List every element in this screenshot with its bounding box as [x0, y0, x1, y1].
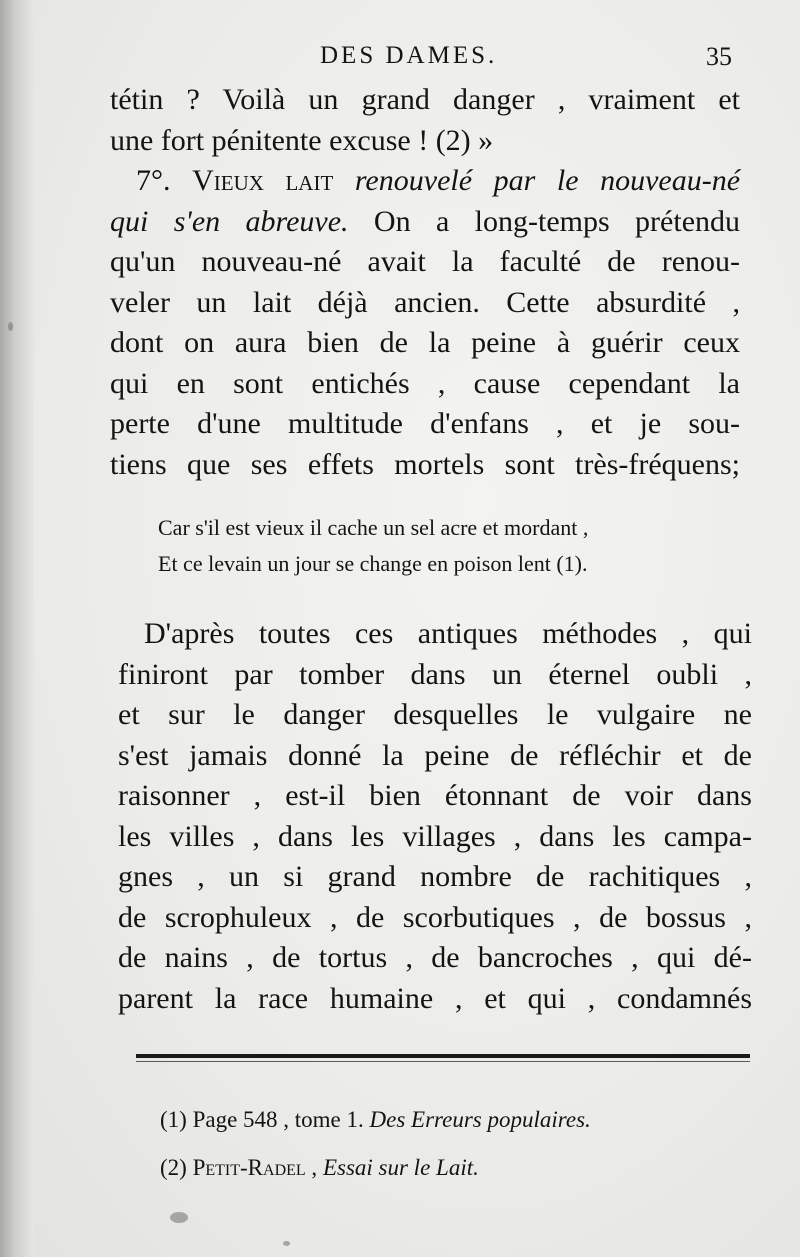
- text-line: tétin ? Voilà un grand danger , vraiment et: [110, 83, 740, 116]
- footnote-number: (2): [160, 1155, 187, 1180]
- text-line: qui en sont entichés , cause cependant la: [110, 366, 740, 400]
- text-line: qu'un nouveau-né avait la faculté de renou-: [110, 245, 740, 278]
- footnote-title: Des Erreurs populaires.: [369, 1107, 591, 1132]
- text-line: perte d'une multitude d'enfans , et je sou-: [110, 407, 740, 440]
- footnote-author: Petit-Radel ,: [192, 1155, 318, 1180]
- text-line: s'est jamais donné la peine de réfléchir et de: [118, 738, 752, 772]
- footnote-text: (1) Page 548 , tome 1.: [160, 1107, 364, 1132]
- page-number: 35: [706, 42, 732, 71]
- footnote-title: Essai sur le Lait.: [322, 1155, 479, 1180]
- footnote-rule: [136, 1054, 750, 1058]
- verse-quotation: [158, 510, 588, 582]
- text-line: D'après toutes ces antiques méthodes , qui: [144, 617, 752, 650]
- item-number: 7°.: [136, 164, 171, 197]
- text-line: finiront par tomber dans un éternel oubli ,: [118, 657, 752, 691]
- paper-speck: [8, 322, 13, 331]
- verse-line: Et ce levain un jour se change en poison lent (1).: [158, 551, 588, 576]
- running-head: DES DAMES.: [320, 42, 498, 69]
- paper-speck: [170, 1212, 188, 1223]
- text-line: parent la race humaine , et qui , condamnés: [118, 981, 752, 1015]
- text-line: veler un lait déjà ancien. Cette absurdité ,: [110, 285, 740, 319]
- text-line: de scrophuleux , de scorbutiques , de bossus ,: [118, 900, 752, 934]
- text-line: [110, 161, 740, 202]
- text-fragment: On a long-temps prétendu: [373, 204, 741, 238]
- text-line: raisonner , est-il bien étonnant de voir dans: [118, 779, 752, 812]
- paragraph-vieux-lait: [110, 80, 740, 485]
- footnotes: [160, 1096, 591, 1192]
- text-line: dont on aura bien de la peine à guérir ceux: [110, 326, 740, 359]
- paragraph-conclusion: [118, 614, 752, 1019]
- footnote-2: [160, 1144, 591, 1192]
- text-line: une fort pénitente excuse ! (2) »: [110, 123, 494, 157]
- text-line: [110, 202, 740, 243]
- page-gutter-shadow: [0, 0, 34, 1257]
- text-line: les villes , dans les villages , dans les campa-: [118, 819, 752, 853]
- item-heading-italic: renouvelé par le nouveau-né: [354, 164, 741, 197]
- footnote-1: [160, 1096, 591, 1144]
- item-heading-italic: qui s'en abreuve.: [110, 204, 349, 238]
- verse-line: Car s'il est vieux il cache un sel acre et mordant ,: [158, 515, 589, 540]
- footnote-rule-thin: [136, 1061, 750, 1062]
- text-line: et sur le danger desquelles le vulgaire ne: [118, 698, 752, 731]
- page-header: [110, 42, 740, 78]
- text-line: gnes , un si grand nombre de rachitiques ,: [118, 860, 752, 893]
- item-heading: Vieux lait: [192, 164, 334, 197]
- paper-speck: [283, 1241, 290, 1246]
- text-line: tiens que ses effets mortels sont très-fréquens;: [110, 447, 740, 481]
- text-line: de nains , de tortus , de bancroches , qui dé-: [118, 941, 752, 974]
